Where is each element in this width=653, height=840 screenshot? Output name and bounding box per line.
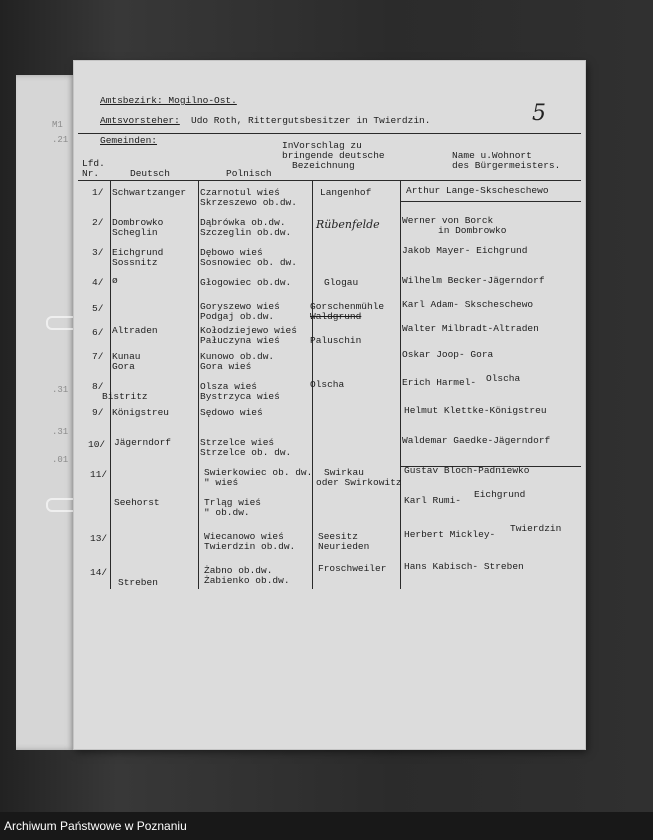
amtsvorsteher-name: Udo Roth, Rittergutsbesitzer in Twierdzin. — [191, 115, 431, 126]
archive-footer — [0, 812, 653, 840]
col-vorschlag-3: Bezeichnung — [292, 160, 355, 171]
row-vorschlag-2-struck: Waldgrund — [310, 311, 362, 322]
col-name-1: Name u.Wohnort — [452, 150, 532, 161]
row-nr: 5/ — [92, 303, 104, 314]
row-name-1: Walter Milbradt-Altraden — [402, 323, 539, 334]
row-nr: 3/ — [92, 247, 104, 258]
row-vorschlag-1: Gorschenmühle — [310, 301, 385, 312]
row-deutsch: Bistritz — [102, 391, 148, 402]
row-nr: 14/ — [90, 567, 108, 578]
row-nr: 13/ — [90, 533, 108, 544]
row-polnisch-1: Swierkowiec ob. dw. — [204, 467, 313, 478]
sheet-edge-mark: M1 — [52, 120, 63, 130]
row-vorschlag-1: Olscha — [310, 379, 345, 390]
row-polnisch-2: Sosnowiec ob. dw. — [200, 257, 297, 268]
row-vorschlag-1: Seesitz — [318, 531, 358, 542]
page-number: 5 — [532, 101, 546, 126]
row-deutsch: Altraden — [112, 325, 158, 336]
col-polnisch: Polnisch — [226, 168, 272, 179]
row-name-1: Hans Kabisch- Streben — [404, 561, 524, 572]
row-polnisch-2: Pałuczyna wieś — [200, 335, 280, 346]
row-name-1: Gustav Bloch-Padniewko — [404, 465, 530, 476]
row-deutsch: ø — [112, 275, 118, 286]
row-polnisch-1: Trląg wieś — [204, 497, 262, 508]
row-polnisch-1: Dębowo wieś — [200, 247, 263, 258]
row-nr: 11/ — [90, 469, 108, 480]
header-rule — [78, 133, 581, 134]
amtsvorsteher-label: Amtsvorsteher: — [100, 115, 180, 126]
col-divider — [400, 180, 401, 589]
row-name-1: Jakob Mayer- Eichgrund — [402, 245, 528, 256]
row-polnisch-1: Głogowiec ob.dw. — [200, 277, 292, 288]
document-page — [74, 61, 585, 749]
gemeinden-label: Gemeinden: — [100, 135, 158, 146]
row-deutsch: Streben — [118, 577, 158, 588]
col-deutsch: Deutsch — [130, 168, 170, 179]
row-polnisch-1: Wiecanowo wieś — [204, 531, 284, 542]
row-vorschlag-handwritten: Rübenfelde — [316, 218, 380, 231]
row-polnisch-2: Gora wieś — [200, 361, 252, 372]
row-name-1: Arthur Lange-Skscheschewo — [406, 185, 549, 196]
archive-name: Archiwum Państwowe w Poznaniu — [4, 819, 187, 833]
row-deutsch-2: Gora — [112, 361, 135, 372]
row-deutsch: Seehorst — [114, 497, 160, 508]
row-polnisch-2: Podgaj ob.dw. — [200, 311, 275, 322]
row-name-1: Oskar Joop- Gora — [402, 349, 494, 360]
row-polnisch-1: Dąbrówka ob.dw. — [200, 217, 286, 228]
row-polnisch-1: Czarnotul wieś — [200, 187, 280, 198]
col-lfd: Lfd. — [82, 158, 105, 169]
row-name-1: Werner von Borck — [402, 215, 494, 226]
row-vorschlag-2: oder Swirkowitz — [316, 477, 402, 488]
row-nr: 6/ — [92, 327, 104, 338]
row-name-1: Wilhelm Becker-Jägerndorf — [402, 275, 545, 286]
row-polnisch-2: " wieś — [204, 477, 239, 488]
sheet-edge-mark: .21 — [52, 135, 69, 145]
sheet-edge-mark: .01 — [52, 455, 69, 465]
row-nr: 8/ — [92, 381, 104, 392]
row-rule — [400, 201, 581, 202]
row-polnisch-1: Strzelce wieś — [200, 437, 275, 448]
col-name-2: des Bürgermeisters. — [452, 160, 561, 171]
row-polnisch-2: Żabienko ob.dw. — [204, 575, 290, 586]
row-polnisch-2: Strzelce ob. dw. — [200, 447, 292, 458]
row-nr: 10/ — [88, 439, 106, 450]
row-deutsch: Kunau — [112, 351, 141, 362]
row-nr: 1/ — [92, 187, 104, 198]
col-divider — [198, 180, 199, 589]
row-nr: 2/ — [92, 217, 104, 228]
row-polnisch-1: Żabno ob.dw. — [204, 565, 273, 576]
row-name-1: Waldemar Gaedke-Jägerndorf — [402, 435, 551, 446]
row-polnisch-1: Kołodziejewo wieś — [200, 325, 297, 336]
row-name-2: Eichgrund — [474, 489, 526, 500]
row-polnisch-2: Skrzeszewo ob.dw. — [200, 197, 297, 208]
col-divider — [110, 180, 111, 589]
row-deutsch: Jägerndorf — [114, 437, 172, 448]
row-deutsch: Dombrowko — [112, 217, 164, 228]
row-polnisch-1: Sędowo wieś — [200, 407, 263, 418]
row-vorschlag-1: Langenhof — [320, 187, 372, 198]
row-deutsch-2: Sossnitz — [112, 257, 158, 268]
row-name-2: Olscha — [486, 373, 521, 384]
sheet-edge-mark: .31 — [52, 427, 69, 437]
row-deutsch: Schwartzanger — [112, 187, 187, 198]
col-vorschlag-2: bringende deutsche — [282, 150, 385, 161]
row-polnisch-2: Szczeglin ob.dw. — [200, 227, 292, 238]
col-vorschlag-1: InVorschlag zu — [282, 140, 362, 151]
row-deutsch-2: Scheglin — [112, 227, 158, 238]
row-polnisch-2: Bystrzyca wieś — [200, 391, 280, 402]
row-nr: 9/ — [92, 407, 104, 418]
row-polnisch-1: Kunowo ob.dw. — [200, 351, 275, 362]
underlying-sheet — [16, 75, 76, 750]
row-nr: 4/ — [92, 277, 104, 288]
row-deutsch: Königstreu — [112, 407, 170, 418]
row-vorschlag-1: Swirkau — [324, 467, 364, 478]
row-deutsch: Eichgrund — [112, 247, 164, 258]
row-vorschlag-1: Froschweiler — [318, 563, 387, 574]
row-name-1: Karl Adam- Skscheschewo — [402, 299, 534, 310]
row-polnisch-2: Twierdzin ob.dw. — [204, 541, 296, 552]
row-vorschlag-1: Paluschin — [310, 335, 362, 346]
row-name-2: Twierdzin — [510, 523, 562, 534]
row-nr: 7/ — [92, 351, 104, 362]
row-name-2: in Dombrowko — [438, 225, 507, 236]
table-header-rule — [78, 180, 581, 181]
row-name-1: Helmut Klettke-Königstreu — [404, 405, 547, 416]
row-polnisch-2: " ob.dw. — [204, 507, 250, 518]
row-name-1: Erich Harmel- — [402, 377, 477, 388]
row-vorschlag-2: Neurieden — [318, 541, 370, 552]
sheet-edge-mark: .31 — [52, 385, 69, 395]
row-polnisch-1: Goryszewo wieś — [200, 301, 280, 312]
row-vorschlag-1: Glogau — [324, 277, 359, 288]
row-polnisch-1: Olsza wieś — [200, 381, 258, 392]
amtsbezirk: Amtsbezirk: Mogilno-Ost. — [100, 95, 237, 106]
row-name-1: Karl Rumi- — [404, 495, 462, 506]
col-nr: Nr. — [82, 168, 100, 179]
row-name-1: Herbert Mickley- — [404, 529, 496, 540]
